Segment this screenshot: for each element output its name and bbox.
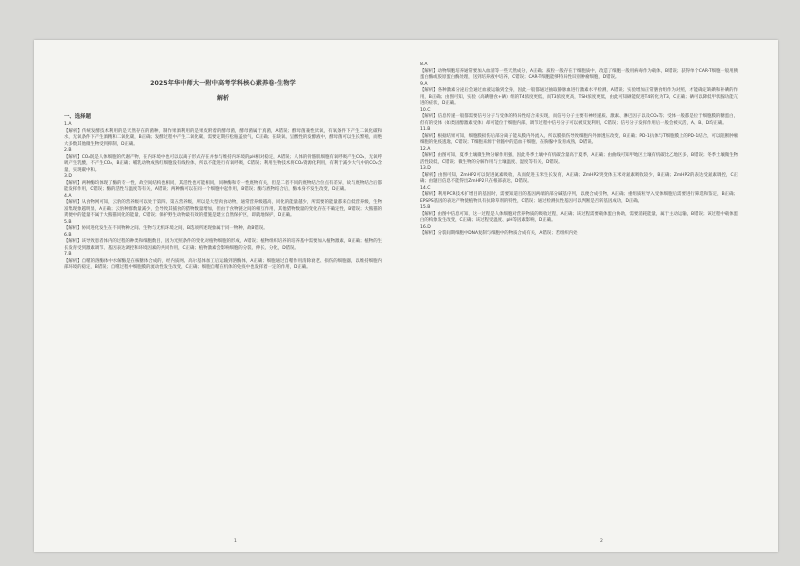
answer-number: 1.A: [64, 122, 72, 127]
answer-number: 3.D: [64, 174, 72, 179]
answer-number: 15.B: [420, 205, 431, 210]
page-right: [420, 62, 738, 532]
answer-item: [64, 220, 382, 233]
answer-item: [420, 186, 738, 206]
answer-number: 2.B: [64, 148, 72, 153]
answer-explanation: 【解析】利用PCR技术扩增目的基因时，需要知道目的基因两端的部分碱基序列，以便合成引物，A正确；重组质粒导入受体细胞后需要进行筛选和鉴定，B正确；EPSPS基因的表达产物使植物具有抗除草剂的特性，C错误；通过检测抗性基因可以判断是否转基因成功，D正确。: [420, 192, 738, 204]
page-number-right: 2: [600, 539, 603, 544]
answer-number: 16.D: [420, 224, 431, 230]
page-left: [64, 60, 382, 530]
document-title: 2025年华中师大一附中高考学科核心素养卷·生物学: [150, 80, 296, 87]
answer-item: [64, 148, 382, 174]
answer-item: [420, 108, 738, 128]
answer-explanation: 【解析】由图可知，ZmHP2可以促进氮素吸收，从而促进玉米生长发育，A正确；ZmHP2突变体玉米对氮素吸收较少，B正确；ZmHP2的表达受氮素调控，C正确；由题目信息不能得出ZmHP2只在根部表达，D错误。: [420, 172, 738, 184]
document-sheet: [34, 40, 778, 552]
answer-number: 8.A: [420, 62, 428, 67]
answer-item: [64, 252, 382, 272]
answer-item: [420, 62, 738, 82]
answer-number: 14.C: [420, 185, 431, 191]
answer-item: [64, 233, 382, 253]
answer-number: 10.C: [420, 107, 431, 113]
answer-number: 4.A: [64, 193, 72, 199]
answer-number: 12.A: [420, 146, 431, 152]
answer-number: 5.B: [64, 219, 72, 225]
answer-item: [420, 205, 738, 225]
page-number-left: 1: [234, 539, 237, 544]
answer-explanation: 【解析】传统发酵技术利用的是天然存在的菌种，制作果酒利用的是果皮附着的酵母菌，酵母菌属于真菌，A错误；酵母菌兼性厌氧，有氧条件下产生二氧化碳和水，无氧条件下产生酒精和二氧化碳，B正确；发酵过程中产生二氧化碳，需要定期拧松瓶盖放气，C正确；在缺氧、呈酸性的发酵液中，酵母菌可以生长繁殖，而绝大多数其他微生物受到抑制，D正确。: [64, 128, 382, 147]
answer-number: 9.A: [420, 81, 428, 87]
answer-item: [420, 147, 738, 167]
answer-item: [64, 174, 382, 194]
answer-item: [420, 225, 738, 238]
answer-explanation: 【解析】协同进化发生在不同物种之间、生物与无机环境之间，B选项所述现象属于同一物种，故B错误。: [64, 226, 268, 231]
answer-explanation: 【解析】由图中信息可知，这一过程是人体细胞对营养物质的吸收过程，A正确；该过程需要载体蛋白协助，需要消耗能量，属于主动运输，B错误；该过程中载体蛋白的构象发生改变，C正确；该过程受温度、pH等因素影响，D正确。: [420, 211, 738, 223]
answer-item: [64, 122, 382, 148]
answer-number: 6.B: [64, 232, 72, 238]
answer-explanation: 【解析】各种激素分泌后会通过血液运输到全身，因此一般都通过抽取静脉血进行激素水平检测，A错误；实验增加正常膳食组作为对照，才能确定缺碘和补碘的作用，B正确；由图可知，实验（高碘膳食+硒）组的T4浓度更低，而T3浓度更高，TSH浓度更低，由此可知硒能促进T4转化为T3，C正确；硒可以降低甲状腺功能亢进的症状，D正确。: [420, 88, 738, 106]
answer-number: 11.B: [420, 127, 431, 132]
section-heading: 一、选择题: [64, 114, 91, 120]
answer-number: 13.D: [420, 166, 431, 171]
answer-explanation: 【解析】信息传递一般都需要信号分子与受体的特异性结合来实现，而信号分子主要有神经递质、激素、淋巴因子以及CO₂等；受体一般都是位于细胞膜的糖蛋白，但有的受体（如类固醇激素受体）却可能位于细胞内部，调节过程中信号分子可以被反复利用，C错误；信号分子发挥作用后一般会被灭活，A、B、D均正确。: [420, 114, 738, 126]
answer-number: 7.B: [64, 252, 72, 257]
answer-explanation: 【解析】该导致患者体内的过程的种类和细胞数目，因为光照条件的变化对植物细胞的形成，A错误；植物组织培养的培养基中需要加入植物激素，B正确；植物的生长发育受到激素调节、基因表达调控和环境因素的共同作用，C正确；植物激素会影响细胞的分裂、伸长、分化，D错误。: [64, 239, 382, 251]
answer-explanation: 【解析】分裂间期细胞中DNA复制与细胞中的物质合成有关，A错误；若组织内处: [420, 231, 578, 236]
answer-explanation: 【解析】由图可知，夏季土壤微生物分解作用强，因此冬季土壤中有机碳含量高于夏季，A正确；由曲线可知甲地区土壤有机碳比乙地区多，B错误；冬季土壤微生物活性较低，C错误；微生物的分解作用与土壤温度、湿度等有关，D错误。: [420, 153, 738, 165]
document-subtitle: 解析: [216, 95, 229, 102]
answer-explanation: 【解析】动物细胞培养通常要加入血清等一些天然成分，A正确；质粒一般存在于细胞质中，改造了细胞一般用病毒作为载体，B错误；获得单个CAR-T细胞一般用胰蛋白酶或胶原蛋白酶处理，送到培养液中培养，C错误；CAR-T细胞能够特异性识别肿瘤细胞，D错误。: [420, 68, 738, 80]
answer-explanation: 【解析】CO₂既是人体细胞的代谢产物，在内环境中也可以以离子形式存在并参与维持内环境的pH相对稳定，A错误；人体的骨骼肌细胞有氧呼吸产生CO₂，无氧呼吸产生乳酸，不产生CO₂，B正确；哺乳动物成熟红细胞没有线粒体，所以不能进行有氧呼吸，C错误；利用生物技术将CO₂资源化利用，有利于减少大气中的CO₂含量，实现碳中和。: [64, 154, 382, 173]
answer-item: [420, 166, 738, 186]
answer-explanation: 【解析】从食物网可知，云豹的营养级可以处于第四、第五营养级，所以是大型肉食动物，通常营养级越高，同化的能量越少，所需要的能量都来自低营养级，生物富集现象越明显，A正确；云豹种群数量减少，会导致其捕食的猎物数量增加，但由于食物链之间的相互作用，其他猎物数量的变化存在不确定性，B错误；大熊猫的粪便中的能量不属于大熊猫同化的能量，C错误；保护野生动物最有效的措施是建立自然保护区，即就地保护，D正确。: [64, 200, 382, 218]
answer-item: [420, 82, 738, 108]
answer-item: [64, 194, 382, 220]
answer-explanation: 【解析】根据结果可知，细胞膜损伤后部分离子能从膜内外流入，所以膜损伤导致细胞内外渗透压改变，B正确；PD-1抗体与T细胞膜上的PD-1结合，可以阻断肿瘤细胞的免疫逃逸，C错误；T细胞来源于骨髓中的造血干细胞，在胸腺中发育成熟，D错误。: [420, 133, 738, 145]
answer-explanation: 【解析】自噬的溶酶体中水解酶是在核糖体合成的，经内质网、高尔基体加工后运输到溶酶体，A正确；细胞通过自噬作用清除衰老、损伤的细胞器，以维持细胞内部环境的稳定，B错误；自噬过程中细胞膜的流动性发生改变，C正确；细胞自噬在机体的免疫中也发挥着一定的作用，D正确。: [64, 258, 382, 270]
answer-item: [420, 127, 738, 147]
answer-explanation: 【解析】两种酶均体现了酶的专一性，故空间结构也相同，其活性也可能相同，同种酶和专一性底物有关，但是二者不同的底物结合位点有差异，故与底物结合后都能发挥作用，C错误；酶的活性与温度等有关，A错误；两种酶可以在同一个细胞中起作用，B错误；酶与底物结合后，酶本身不发生改变，D正确。: [64, 180, 382, 192]
